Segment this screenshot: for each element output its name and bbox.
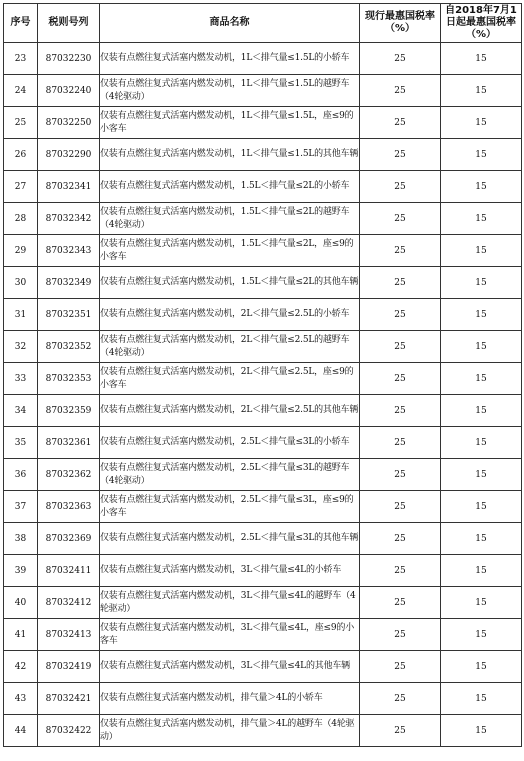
tariff-table [3,3,522,747]
cell-code: 87032240 [38,75,100,107]
cell-seq: 39 [4,555,38,587]
cell-name [100,459,360,491]
cell-name [100,715,360,747]
cell-name-text: 仅装有点燃往复式活塞内燃发动机，2L＜排气量≤2.5L的小轿车 [100,309,350,319]
cell-seq: 36 [4,459,38,491]
cell-seq: 25 [4,107,38,139]
cell-seq: 35 [4,427,38,459]
table-row [4,235,522,267]
table-row [4,427,522,459]
cell-new-rate: 15 [441,107,522,139]
cell-code: 87032359 [38,395,100,427]
cell-name [100,363,360,395]
cell-new-rate: 15 [441,555,522,587]
cell-current-rate: 25 [360,75,441,107]
table-row [4,331,522,363]
cell-name-text: 仅装有点燃往复式活塞内燃发动机，2.5L＜排气量≤3L，座≤9的小客车 [100,494,354,518]
cell-new-rate: 15 [441,491,522,523]
cell-current-rate: 25 [360,651,441,683]
cell-code: 87032290 [38,139,100,171]
table-row [4,459,522,491]
cell-new-rate: 15 [441,523,522,555]
cell-name [100,491,360,523]
table-row [4,139,522,171]
cell-code: 87032341 [38,171,100,203]
cell-name-text: 仅装有点燃往复式活塞内燃发动机，2L＜排气量≤2.5L的其他车辆 [100,405,359,415]
cell-seq: 41 [4,619,38,651]
cell-current-rate: 25 [360,715,441,747]
cell-name [100,395,360,427]
cell-new-rate: 15 [441,171,522,203]
cell-current-rate: 25 [360,107,441,139]
cell-seq: 27 [4,171,38,203]
cell-seq: 34 [4,395,38,427]
cell-name [100,235,360,267]
cell-name-text: 仅装有点燃往复式活塞内燃发动机，1.5L＜排气量≤2L的其他车辆 [100,277,359,287]
cell-current-rate: 25 [360,267,441,299]
cell-new-rate: 15 [441,235,522,267]
table-row [4,587,522,619]
cell-name [100,523,360,555]
cell-code: 87032353 [38,363,100,395]
table-row [4,555,522,587]
cell-name [100,427,360,459]
cell-new-rate: 15 [441,139,522,171]
cell-code: 87032421 [38,683,100,715]
cell-name-text: 仅装有点燃往复式活塞内燃发动机，2.5L＜排气量≤3L的越野车（4轮驱动） [100,462,350,486]
cell-name-text: 仅装有点燃往复式活塞内燃发动机，1.5L＜排气量≤2L的小轿车 [100,181,350,191]
cell-name-text: 仅装有点燃往复式活塞内燃发动机，3L＜排气量≤4L的小轿车 [100,565,342,575]
header-name: 商品名称 [100,4,360,43]
table-row [4,43,522,75]
cell-name [100,139,360,171]
cell-new-rate: 15 [441,267,522,299]
table-row [4,363,522,395]
cell-current-rate: 25 [360,555,441,587]
cell-seq: 24 [4,75,38,107]
cell-name [100,331,360,363]
cell-current-rate: 25 [360,171,441,203]
cell-new-rate: 15 [441,619,522,651]
cell-current-rate: 25 [360,43,441,75]
cell-name-text: 仅装有点燃往复式活塞内燃发动机，3L＜排气量≤4L，座≤9的小客车 [100,622,355,646]
cell-name-text: 仅装有点燃往复式活塞内燃发动机，1L＜排气量≤1.5L的越野车（4轮驱动） [100,78,350,102]
cell-name-text: 仅装有点燃往复式活塞内燃发动机，1.5L＜排气量≤2L，座≤9的小客车 [100,238,354,262]
cell-current-rate: 25 [360,587,441,619]
cell-new-rate: 15 [441,43,522,75]
cell-seq: 30 [4,267,38,299]
cell-seq: 32 [4,331,38,363]
cell-code: 87032412 [38,587,100,619]
cell-current-rate: 25 [360,203,441,235]
cell-code: 87032250 [38,107,100,139]
cell-name-text: 仅装有点燃往复式活塞内燃发动机，2L＜排气量≤2.5L，座≤9的小客车 [100,366,354,390]
cell-seq: 23 [4,43,38,75]
cell-current-rate: 25 [360,619,441,651]
cell-code: 87032352 [38,331,100,363]
table-body [4,43,522,747]
cell-name-text: 仅装有点燃往复式活塞内燃发动机，排气量＞4L的越野车（4轮驱动） [100,718,355,742]
cell-current-rate: 25 [360,459,441,491]
header-seq: 序号 [4,4,38,43]
cell-new-rate: 15 [441,459,522,491]
cell-seq: 38 [4,523,38,555]
table-row [4,75,522,107]
cell-code: 87032342 [38,203,100,235]
cell-name-text: 仅装有点燃往复式活塞内燃发动机，2.5L＜排气量≤3L的小轿车 [100,437,350,447]
cell-code: 87032422 [38,715,100,747]
cell-name-text: 仅装有点燃往复式活塞内燃发动机，1L＜排气量≤1.5L的其他车辆 [100,149,359,159]
header-new-rate: 自2018年7月1日起最惠国税率（%） [441,4,522,43]
cell-new-rate: 15 [441,299,522,331]
cell-new-rate: 15 [441,587,522,619]
cell-seq: 44 [4,715,38,747]
table-row [4,683,522,715]
cell-seq: 28 [4,203,38,235]
table-row [4,299,522,331]
cell-code: 87032419 [38,651,100,683]
cell-new-rate: 15 [441,683,522,715]
table-row [4,619,522,651]
cell-code: 87032230 [38,43,100,75]
cell-code: 87032351 [38,299,100,331]
cell-current-rate: 25 [360,363,441,395]
cell-name [100,587,360,619]
cell-new-rate: 15 [441,395,522,427]
cell-current-rate: 25 [360,299,441,331]
cell-code: 87032343 [38,235,100,267]
cell-name [100,107,360,139]
table-row [4,267,522,299]
cell-new-rate: 15 [441,75,522,107]
table-row [4,203,522,235]
cell-name [100,203,360,235]
cell-name [100,299,360,331]
cell-current-rate: 25 [360,427,441,459]
cell-code: 87032349 [38,267,100,299]
cell-seq: 43 [4,683,38,715]
cell-current-rate: 25 [360,395,441,427]
cell-seq: 26 [4,139,38,171]
cell-new-rate: 15 [441,715,522,747]
cell-code: 87032369 [38,523,100,555]
cell-new-rate: 15 [441,203,522,235]
cell-seq: 31 [4,299,38,331]
cell-current-rate: 25 [360,683,441,715]
cell-code: 87032362 [38,459,100,491]
cell-current-rate: 25 [360,235,441,267]
header-current-rate: 现行最惠国税率（%） [360,4,441,43]
cell-name-text: 仅装有点燃往复式活塞内燃发动机，2L＜排气量≤2.5L的越野车（4轮驱动） [100,334,350,358]
cell-name-text: 仅装有点燃往复式活塞内燃发动机，1L＜排气量≤1.5L的小轿车 [100,53,350,63]
cell-name [100,75,360,107]
cell-name-text: 仅装有点燃往复式活塞内燃发动机，1.5L＜排气量≤2L的越野车（4轮驱动） [100,206,350,230]
cell-name [100,171,360,203]
cell-seq: 29 [4,235,38,267]
cell-current-rate: 25 [360,491,441,523]
table-row [4,171,522,203]
cell-current-rate: 25 [360,139,441,171]
cell-name-text: 仅装有点燃往复式活塞内燃发动机，1L＜排气量≤1.5L，座≤9的小客车 [100,110,354,134]
header-code: 税则号列 [38,4,100,43]
cell-name-text: 仅装有点燃往复式活塞内燃发动机，3L＜排气量≤4L的其他车辆 [100,661,350,671]
cell-name [100,43,360,75]
cell-name-text: 仅装有点燃往复式活塞内燃发动机，2.5L＜排气量≤3L的其他车辆 [100,533,359,543]
table-header-row [4,4,522,43]
cell-code: 87032363 [38,491,100,523]
table-row [4,715,522,747]
cell-current-rate: 25 [360,331,441,363]
cell-name [100,651,360,683]
table-row [4,651,522,683]
table-row [4,395,522,427]
cell-code: 87032413 [38,619,100,651]
cell-name [100,683,360,715]
cell-seq: 37 [4,491,38,523]
table-row [4,491,522,523]
cell-name [100,555,360,587]
cell-code: 87032361 [38,427,100,459]
table-row [4,523,522,555]
cell-seq: 33 [4,363,38,395]
table-row [4,107,522,139]
cell-current-rate: 25 [360,523,441,555]
cell-new-rate: 15 [441,427,522,459]
cell-name-text: 仅装有点燃往复式活塞内燃发动机，排气量＞4L的小轿车 [100,693,323,703]
cell-new-rate: 15 [441,363,522,395]
cell-seq: 40 [4,587,38,619]
tariff-table-sheet [3,3,522,747]
cell-new-rate: 15 [441,651,522,683]
cell-name-text: 仅装有点燃往复式活塞内燃发动机，3L＜排气量≤4L的越野车（4轮驱动） [100,590,356,614]
cell-name [100,267,360,299]
cell-seq: 42 [4,651,38,683]
cell-new-rate: 15 [441,331,522,363]
cell-name [100,619,360,651]
cell-code: 87032411 [38,555,100,587]
